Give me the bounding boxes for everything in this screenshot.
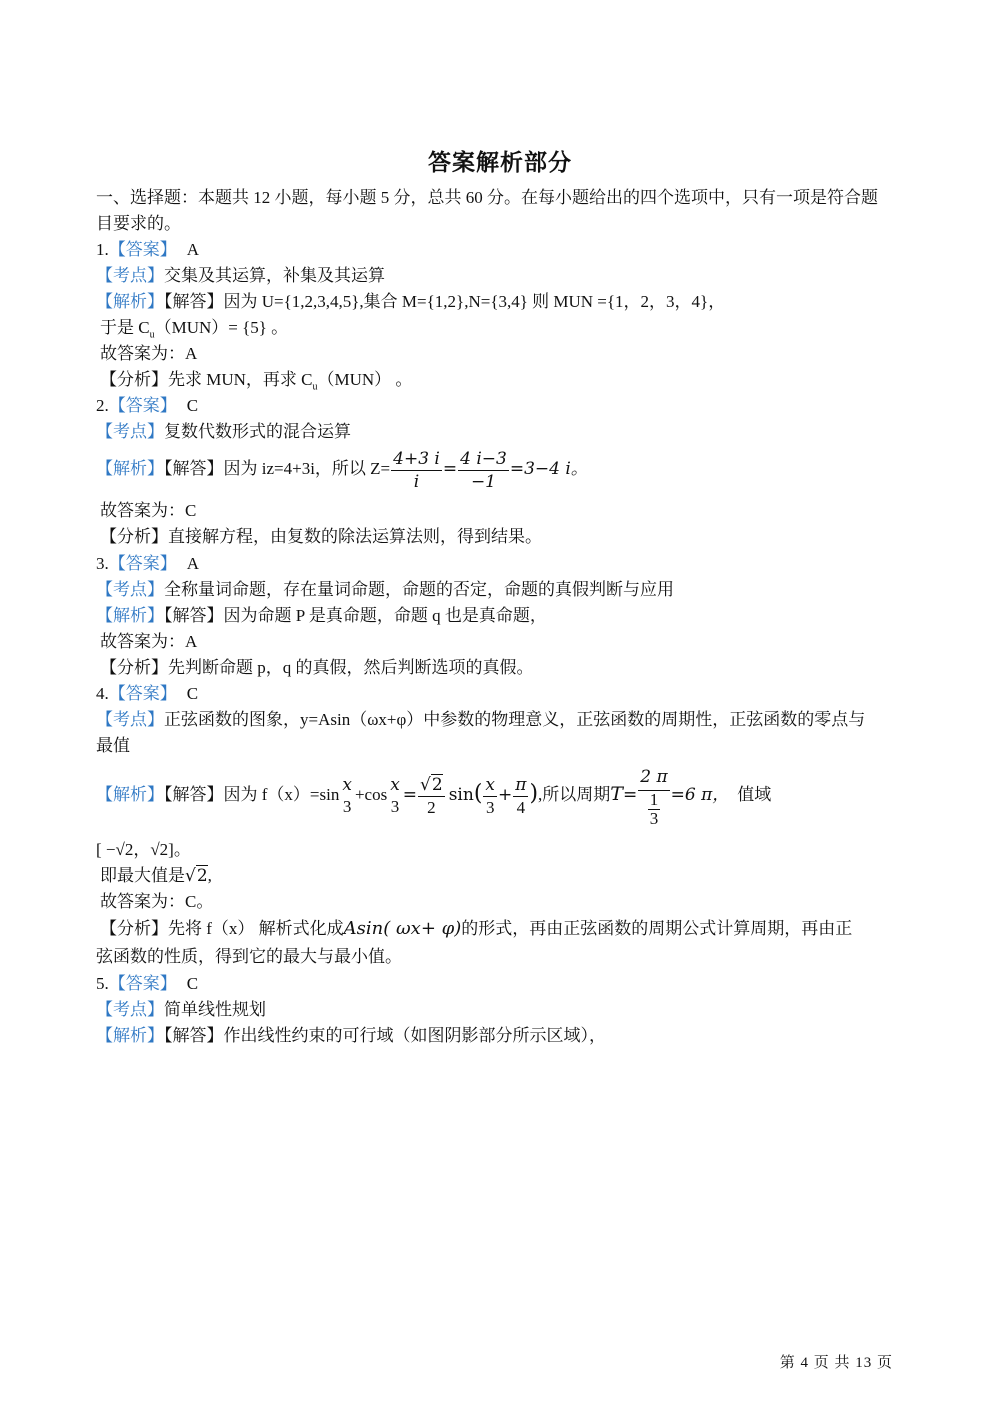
q3-jiexi-label: 【解析】: [96, 606, 164, 625]
q3-jieda-label: 【解答】: [164, 606, 224, 625]
q5-answer-label: 【答案】: [108, 974, 177, 993]
q4-fenxi-label: 【分析】: [100, 919, 168, 938]
q4-fenxi-line2: 弦函数的性质，得到它的最大与最小值。: [96, 947, 402, 966]
q3-fenxi-label: 【分析】: [100, 658, 168, 677]
q3-answer: A: [186, 554, 200, 573]
q4-fenxi-expr: Asin( ωx+ φ): [343, 918, 462, 939]
q4-max-sqrt: √2: [185, 866, 208, 886]
q1-jieda-label: 【解答】: [164, 292, 224, 311]
q1-kaodian-line: [96, 264, 385, 288]
q4-jieda-label: 【解答】: [164, 785, 224, 804]
q4-range-line: [ −√2，√2]。: [96, 840, 191, 859]
q3-conclusion: 故答案为：A: [100, 632, 198, 651]
q1-fenxi-a: 先求 MUN，再求 C: [168, 370, 313, 389]
q4-conclusion: 故答案为：C。: [100, 892, 214, 911]
q1-answer-label: 【答案】: [108, 240, 177, 259]
q2-kaodian: 复数代数形式的混合运算: [164, 422, 351, 441]
q5-jiexi-label: 【解析】: [96, 1026, 164, 1045]
q4-answer-line: [96, 682, 198, 706]
q4-number: 4.: [96, 684, 109, 703]
q2-jieda-prefix: 因为 iz=4+3i，所以 Z=: [223, 459, 391, 478]
q4-fenxi-line: [100, 917, 852, 941]
q2-fraction-1: $\frac{4+3 i}{i}$: [393, 448, 440, 492]
q3-jieda: 因为命题 P 是真命题，命题 q 也是真命题，: [223, 606, 547, 625]
q4-equals: =: [402, 785, 418, 805]
q3-jiexi-line: [96, 604, 547, 628]
q1-number: 1.: [96, 240, 109, 259]
q2-kaodian-line: [96, 420, 351, 444]
q1-answer-line: [96, 238, 199, 262]
q3-kaodian-line: [96, 578, 674, 602]
q5-jieda-label: 【解答】: [164, 1026, 224, 1045]
q1-conclusion: 故答案为：A: [100, 344, 198, 363]
q1-answer: A: [186, 240, 200, 259]
q3-kaodian-label: 【考点】: [96, 580, 164, 599]
q3-fenxi: 先判断命题 p，q 的真假，然后判断选项的真假。: [168, 658, 534, 677]
q4-answer: C: [186, 684, 199, 703]
q2-jiexi-line: [96, 444, 588, 494]
q2-fraction-2: $\frac{4 i-3}{-1}$: [460, 448, 507, 492]
q4-T: T: [610, 783, 623, 805]
q5-kaodian-label: 【考点】: [96, 1000, 164, 1019]
q1-jiexi-label: 【解析】: [96, 292, 164, 311]
q5-number: 5.: [96, 974, 109, 993]
q1-fenxi-label: 【分析】: [100, 370, 168, 389]
q4-frac-x3-c: $\frac{x}{3}$: [485, 774, 496, 817]
q4-cos: +cos: [354, 785, 388, 804]
q4-kaodian-label: 【考点】: [96, 710, 164, 729]
q4-rparen: ): [529, 781, 539, 806]
q2-result: =3−4 i。: [509, 459, 588, 479]
q2-jieda-label: 【解答】: [164, 459, 224, 478]
q2-kaodian-label: 【考点】: [96, 422, 164, 441]
q1-line2-b: （MUN）= {5} 。: [154, 318, 289, 337]
q1-jieda: 因为 U={1,2,3,4,5},集合 M={1,2},N={3,4} 则 MUN ={1，2，3，4}，: [223, 292, 726, 311]
q4-kaodian-line2: 最值: [96, 736, 130, 755]
q1-jiexi-line: [96, 290, 725, 314]
q4-jiexi-label: 【解析】: [96, 785, 164, 804]
q3-number: 3.: [96, 554, 109, 573]
q2-fenxi: 直接解方程，由复数的除法运算法则，得到结果。: [168, 527, 542, 546]
q5-answer: C: [186, 974, 199, 993]
q5-jiexi-line: [96, 1024, 606, 1048]
q4-frac-sqrt2-2: $\frac{√2}{2}$: [420, 774, 443, 817]
q4-max-line: 即最大值是√2,: [100, 866, 212, 886]
q4-answer-label: 【答案】: [108, 684, 177, 703]
q4-max-prefix: 即最大值是: [100, 866, 185, 885]
q4-six-pi: =6 π，: [670, 785, 730, 805]
q4-frac-period: $\frac{2 \pi}{\frac{1}{3}}$: [638, 764, 669, 828]
q3-answer-line: [96, 552, 199, 576]
q2-number: 2.: [96, 396, 109, 415]
q4-fenxi-b: 的形式，再由正弦函数的周期公式计算周期，再由正: [461, 919, 853, 938]
q1-fenxi-b: （MUN） 。: [317, 370, 413, 389]
q4-kaodian: 正弦函数的图象，y=Asin（ωx+φ）中参数的物理意义，正弦函数的周期性，正弦函数的零点与: [164, 710, 866, 729]
q4-jieda-prefix: 因为 f（x）=sin: [223, 785, 340, 804]
q5-answer-line: [96, 972, 198, 996]
q4-period-text: ,所以周期: [538, 785, 611, 804]
q4-frac-x3-b: x 3: [390, 775, 400, 817]
q1-line2-sub: u: [149, 329, 155, 341]
q2-equals: =: [442, 459, 458, 479]
q4-frac-pi4: $\frac{\pi}{4}$: [515, 774, 527, 817]
q2-answer: C: [186, 396, 199, 415]
q2-jiexi-label: 【解析】: [96, 459, 164, 478]
q4-plus: +: [498, 785, 513, 805]
q5-kaodian: 简单线性规划: [164, 1000, 266, 1019]
q2-fenxi-line: [100, 525, 542, 549]
page-title: 答案解析部分: [428, 150, 572, 175]
page-footer: 第 4 页 共 13 页: [779, 1355, 893, 1371]
q4-sin: sin: [448, 785, 474, 805]
q1-kaodian: 交集及其运算，补集及其运算: [164, 266, 385, 285]
q4-range-text: 值域: [737, 785, 772, 804]
q1-fenxi-sub: u: [312, 381, 318, 393]
q2-conclusion: 故答案为：C: [100, 501, 197, 520]
q2-answer-label: 【答案】: [108, 396, 177, 415]
q3-kaodian: 全称量词命题，存在量词命题，命题的否定，命题的真假判断与应用: [164, 580, 674, 599]
q1-line2-a: 于是 C: [100, 318, 150, 337]
q5-jieda: 作出线性约束的可行域（如图阴影部分所示区域），: [223, 1026, 606, 1045]
q2-fenxi-label: 【分析】: [100, 527, 168, 546]
q1-kaodian-label: 【考点】: [96, 266, 164, 285]
q4-frac-x3-a: x 3: [342, 775, 352, 817]
section-heading: 一、选择题：本题共 12 小题，每小题 5 分，总共 60 分。在每小题给出的四个选项中，只有一项是符合题: [96, 188, 878, 207]
q4-lparen: (: [473, 781, 483, 806]
q4-kaodian-line: [96, 708, 865, 732]
q4-fenxi-a: 先将 f（x） 解析式化成: [168, 919, 344, 938]
q3-fenxi-line: [100, 656, 534, 680]
q3-answer-label: 【答案】: [108, 554, 177, 573]
q2-answer-line: [96, 394, 198, 418]
q5-kaodian-line: [96, 998, 266, 1022]
q4-jiexi-line: 【解析】【解答】因为 f（x）=sin x 3 +cos x 3 = $\frac{√2}{2}$ sin( $\frac{x}{3}$ + $\frac{\pi}{4}$ ),所以周期T= $\frac{2 \pi}{\frac{1}{3}}$ =6 π， 值域: [96, 764, 771, 828]
section-heading-cont: 目要求的。: [96, 214, 181, 233]
